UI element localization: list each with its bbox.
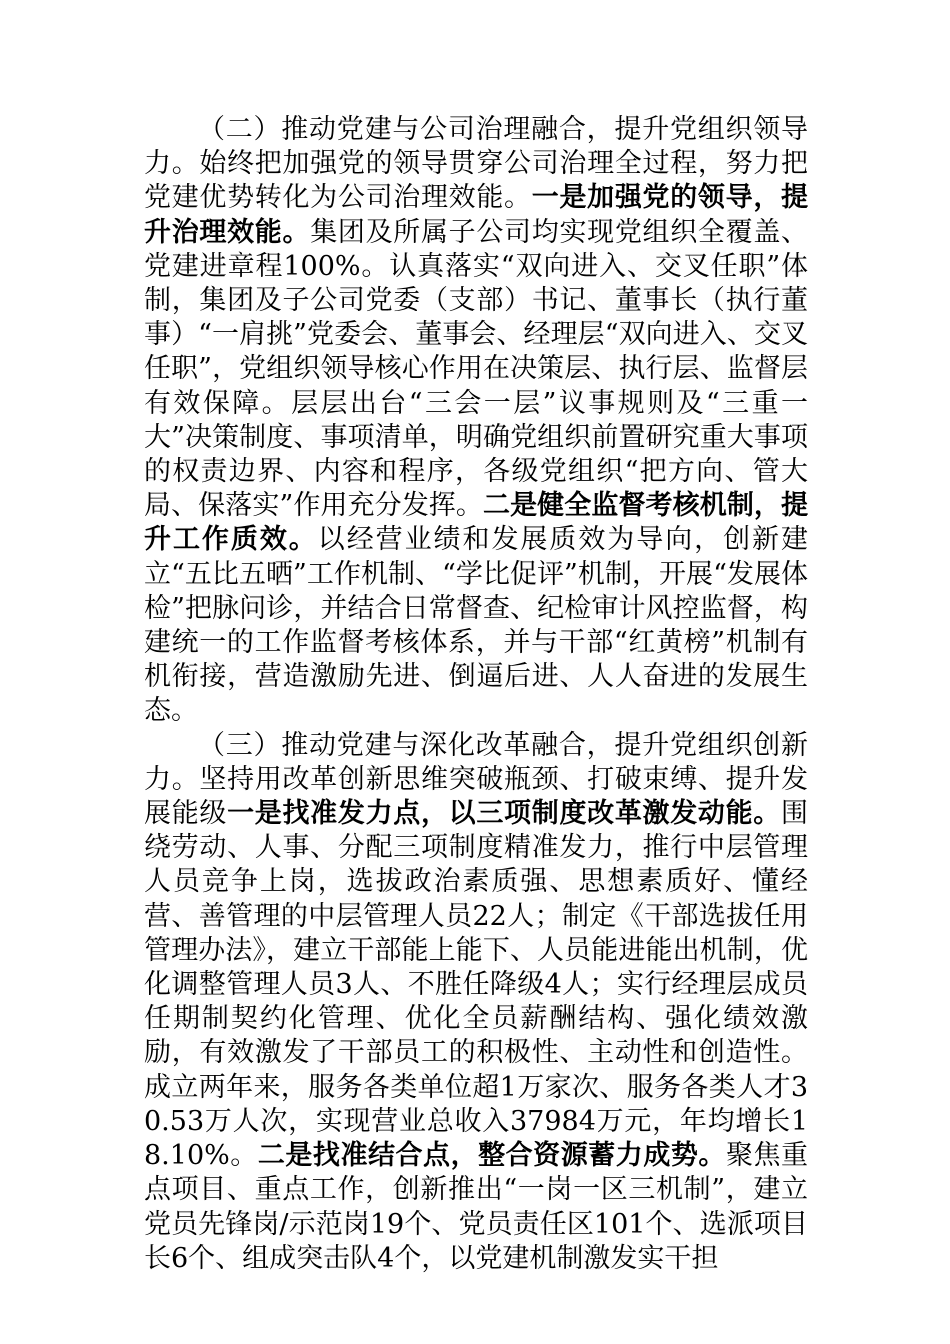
bold-heading-three-systems-reform: 一是找准发力点，以三项制度改革激发动能。 <box>227 798 782 830</box>
bold-heading-supervision-mechanism: 二是健全监督考核机制，提升工作质效。 <box>144 490 809 556</box>
paragraph-text: （二）推动党建与公司治理融合，提升党组织领导力。始终把加强党的领导贯穿公司治理全过程，努力把党建优势转化为公司治理效能。 <box>144 114 808 214</box>
document-page <box>144 113 808 1276</box>
paragraph-text: 聚焦重点项目、重点工作，创新推出“一岗一区三机制”，建立党员先锋岗/示范岗19个、党员责任区101个、选派项目长6个、组成突击队4个，以党建机制激发实干担 <box>144 1140 809 1274</box>
paragraph-text: （三）推动党建与深化改革融合，提升党组织创新力。坚持用改革创新思维突破瓶颈、打破束缚、提升发展能级 <box>144 729 808 830</box>
paragraph-text: 围绕劳动、人事、分配三项制度精准发力，推行中层管理人员竞争上岗，选拔政治素质强、思想素质好、懂经营、善管理的中层管理人员22人；制定《干部选拔任用管理办法》，建立干部能上能下、人员能进能出机制，优化调整管理人员3人、不胜任降级4人；实行经理层成员任期制契约化管理、优化全员薪酬结构、强化绩效激励，有效激发了干部员工的积极性、主动性和创造性。成立两年来，服务各类单位超1万家次、服务各类人才30.53万人次，实现营业总收入37984万元，年均增长18.10%。 <box>144 798 809 1172</box>
paragraph-party-reform <box>144 729 808 1276</box>
paragraph-text: 集团及所属子公司均实现党组织全覆盖、党建进章程100%。认真落实“双向进入、交叉任职”体制，集团及子公司党委（支部）书记、董事长（执行董事）“一肩挑”党委会、董事会、经理层“双向进入、交叉任职”，党组织领导核心作用在决策层、执行层、监督层有效保障。层层出台“三会一层”议事规则及“三重一大”决策制度、事项清单，明确党组织前置研究重大事项的权责边界、内容和程序，各级党组织“把方向、管大局、保落实”作用充分发挥。 <box>144 216 809 522</box>
paragraph-text: 以经营业绩和发展质效为导向，创新建立“五比五晒”工作机制、“学比促评”机制，开展“发展体检”把脉问诊，并结合日常督查、纪检审计风控监督，构建统一的工作监督考核体系，并与干部“红黄榜”机制有机衔接，营造激励先进、倒逼后进、人人奋进的发展生态。 <box>144 524 809 727</box>
bold-heading-integrate-resources: 二是找准结合点，整合资源蓄力成势。 <box>257 1140 726 1172</box>
bold-heading-strengthen-leadership: 一是加强党的领导，提升治理效能。 <box>144 182 809 248</box>
paragraph-party-governance <box>144 113 808 729</box>
